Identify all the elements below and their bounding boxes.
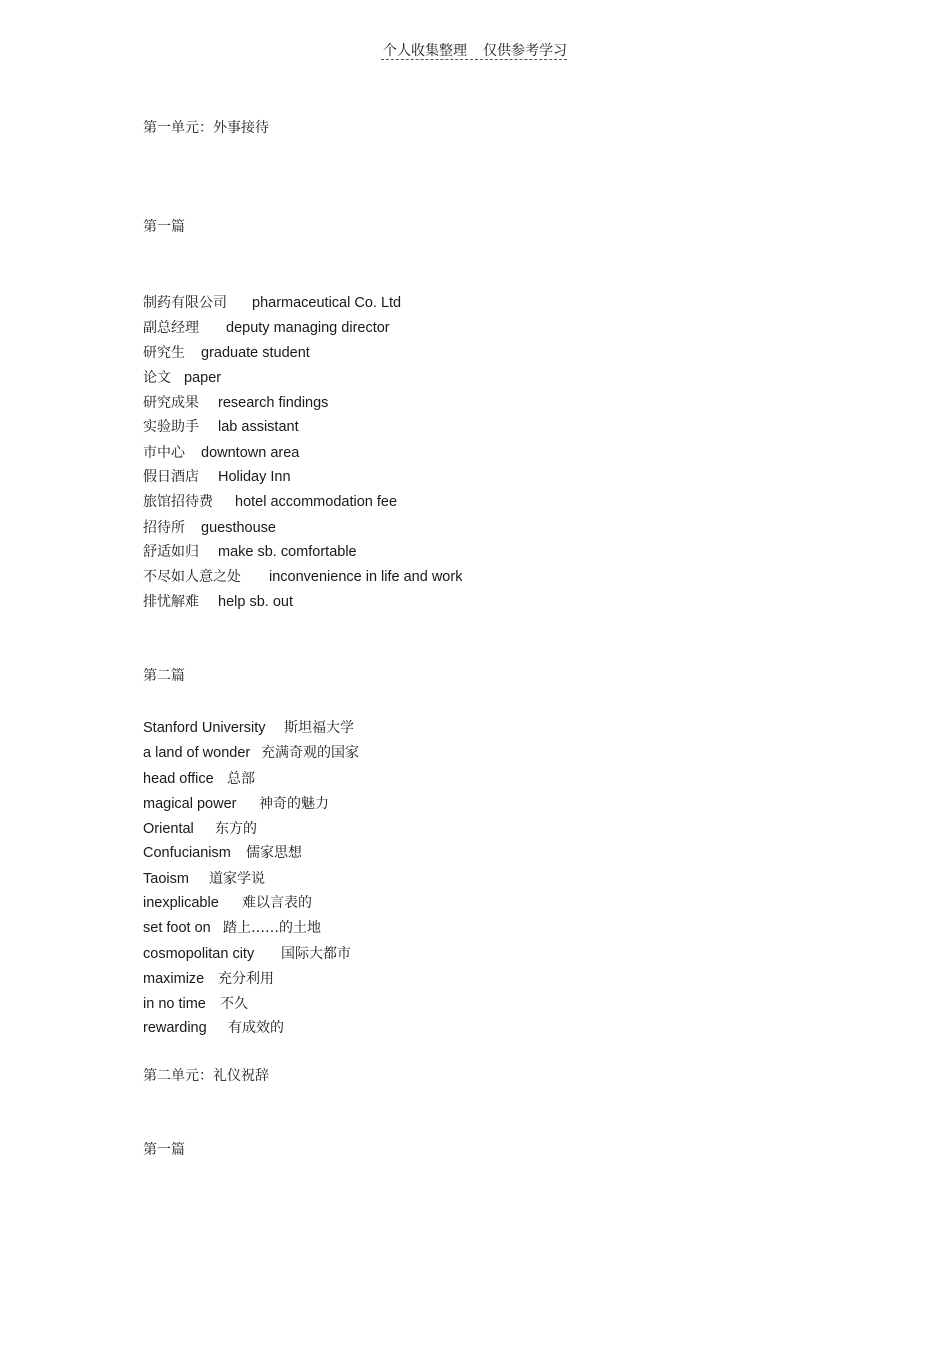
term-en: rewarding [143, 1020, 207, 1036]
term-zh: 排忧解难 [143, 594, 199, 610]
term-row [143, 444, 300, 462]
term-zh: 难以言表的 [242, 895, 312, 911]
term-row [143, 795, 329, 813]
term-en: maximize [143, 971, 205, 987]
term-en: cosmopolitan city [143, 946, 255, 962]
term-en: in no time [143, 996, 206, 1012]
term-row [143, 744, 359, 762]
term-row [143, 870, 265, 888]
term-row [143, 568, 463, 586]
term-zh: 道家学说 [209, 871, 265, 887]
term-zh: 国际大都市 [281, 946, 351, 962]
term-zh: 总部 [227, 771, 255, 787]
header-left-text: 个人收集整理 [383, 43, 467, 59]
term-zh: 充满奇观的国家 [261, 745, 359, 761]
term-row [143, 844, 302, 862]
term-row [143, 719, 354, 737]
term-row [143, 369, 222, 387]
term-zh: 论文 [143, 370, 171, 386]
term-zh: 副总经理 [143, 320, 199, 336]
unit2-title: 第二单元：礼仪祝辞 [143, 1068, 269, 1084]
term-row [143, 970, 274, 988]
term-row [143, 945, 351, 963]
term-en: head office [143, 771, 214, 787]
term-en: deputy managing director [226, 320, 390, 336]
term-row [143, 519, 276, 537]
term-zh: 儒家思想 [246, 845, 302, 861]
term-en: make sb. comfortable [218, 544, 357, 560]
term-zh: 斯坦福大学 [284, 720, 354, 736]
term-en: graduate student [201, 345, 310, 361]
term-row [143, 1019, 284, 1037]
term-en: pharmaceutical Co. Ltd [252, 295, 402, 311]
term-row [143, 468, 291, 486]
term-row [143, 820, 257, 838]
term-en: research findings [218, 395, 329, 411]
term-row [143, 319, 390, 337]
term-zh: 神奇的魅力 [259, 796, 329, 812]
term-zh: 不久 [220, 996, 248, 1012]
term-row [143, 418, 299, 436]
term-en: guesthouse [201, 520, 276, 536]
header-right-text: 仅供参考学习 [483, 43, 567, 59]
term-zh: 踏上……的土地 [223, 920, 321, 936]
term-en: inconvenience in life and work [269, 569, 463, 585]
term-en: Confucianism [143, 845, 231, 861]
term-row [143, 394, 329, 412]
term-row [143, 294, 402, 312]
term-row [143, 344, 310, 362]
term-row [143, 919, 321, 937]
unit2-part1-title: 第一篇 [143, 1142, 185, 1158]
term-row [143, 770, 255, 788]
term-row [143, 543, 357, 561]
term-en: Holiday Inn [218, 469, 291, 485]
term-en: Taoism [143, 871, 189, 887]
term-row [143, 593, 293, 611]
unit1-title: 第一单元：外事接待 [143, 120, 269, 136]
term-en: set foot on [143, 920, 211, 936]
term-zh: 旅馆招待费 [143, 494, 213, 510]
term-en: downtown area [201, 445, 300, 461]
page-header [381, 40, 567, 60]
unit1-part1-title: 第一篇 [143, 219, 185, 235]
term-zh: 制药有限公司 [143, 295, 227, 311]
term-en: a land of wonder [143, 745, 251, 761]
term-en: paper [184, 370, 222, 386]
term-zh: 实验助手 [143, 419, 199, 435]
term-en: lab assistant [218, 419, 299, 435]
term-zh: 招待所 [143, 520, 185, 536]
term-row [143, 995, 248, 1013]
term-en: magical power [143, 796, 237, 812]
term-zh: 假日酒店 [143, 469, 199, 485]
term-row [143, 493, 398, 511]
term-zh: 有成效的 [228, 1020, 284, 1036]
term-en: inexplicable [143, 895, 219, 911]
term-row [143, 894, 312, 912]
term-zh: 东方的 [215, 821, 257, 837]
term-en: Oriental [143, 821, 194, 837]
term-zh: 不尽如人意之处 [143, 569, 241, 585]
term-en: help sb. out [218, 594, 293, 610]
unit1-part2-title: 第二篇 [143, 668, 185, 684]
term-zh: 研究成果 [143, 395, 199, 411]
term-en: Stanford University [143, 720, 266, 736]
term-zh: 研究生 [143, 345, 185, 361]
term-en: hotel accommodation fee [235, 494, 398, 510]
term-zh: 市中心 [143, 445, 185, 461]
term-zh: 舒适如归 [143, 544, 199, 560]
term-zh: 充分利用 [218, 971, 274, 987]
